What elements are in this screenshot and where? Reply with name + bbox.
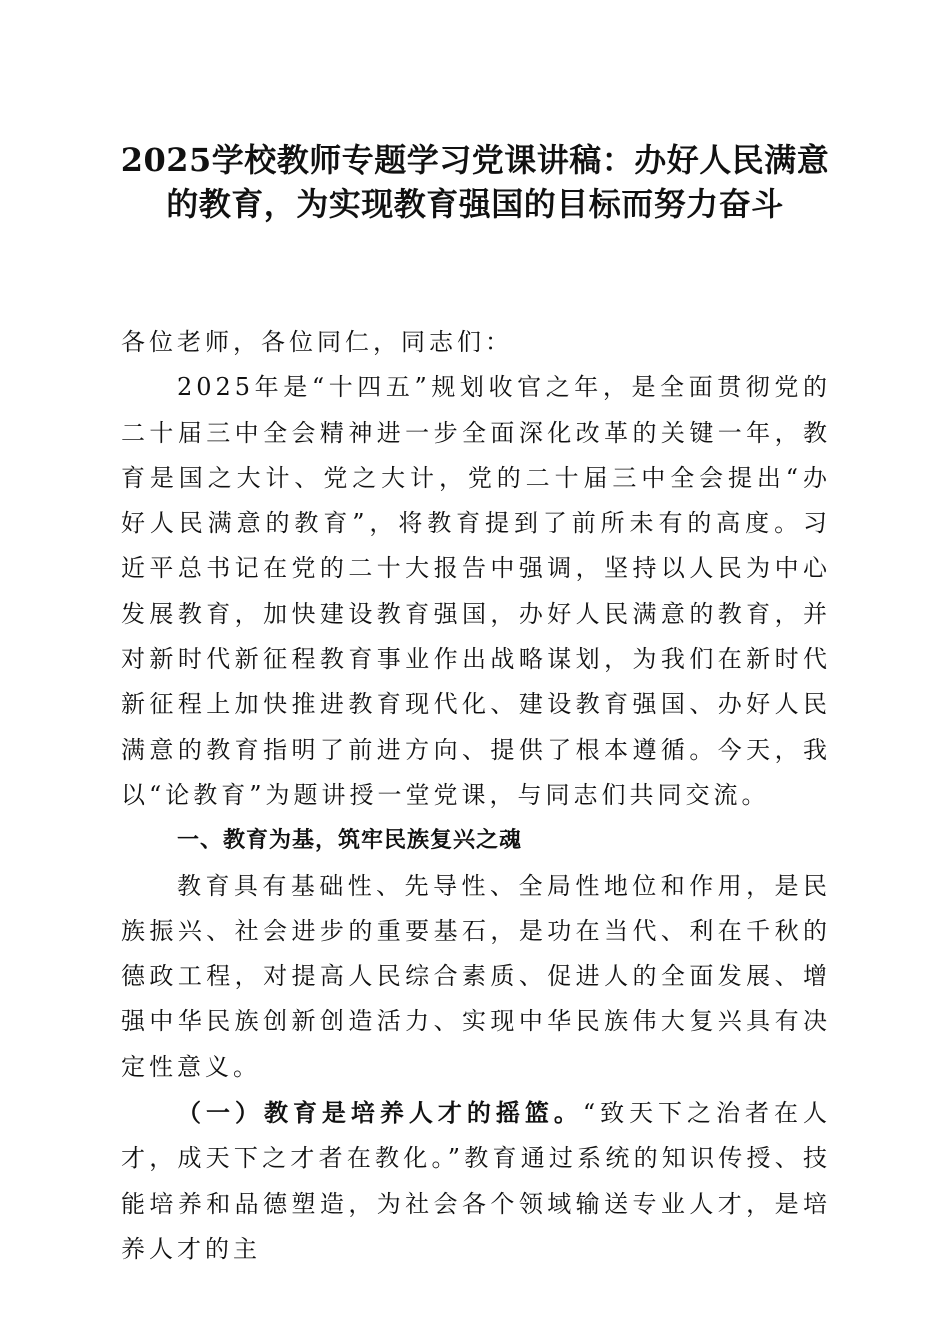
section-paragraph: 教育具有基础性、先导性、全局性地位和作用，是民族振兴、社会进步的重要基石，是功在当代、利在千秋的德政工程，对提高人民综合素质、促进人的全面发展、增强中华民族创新创造活力、实现中华民族伟大复兴具有决定性意义。	[121, 871, 831, 1081]
document-title: 2025学校教师专题学习党课讲稿：办好人民满意的教育，为实现教育强国的目标而努力奋斗	[120, 141, 830, 223]
subsection-lead: （一）教育是培养人才的摇篮。	[177, 1098, 583, 1128]
subsection-text: “致天下之治者在人才，成天下之才者在教化。”教育通过系统的知识传授、技能培养和品德塑造，为社会各个领域输送专业人才，是培养人才的主	[121, 1099, 831, 1263]
salutation: 各位老师，各位同仁，同志们：	[121, 328, 513, 356]
section-heading: 一、教育为基，筑牢民族复兴之魂	[177, 828, 523, 854]
subsection-paragraph	[121, 1090, 831, 1272]
document-body	[121, 320, 831, 1272]
intro-paragraph: 2025年是“十四五”规划收官之年，是全面贯彻党的二十届三中全会精神进一步全面深化改革的关键一年，教育是国之大计、党之大计，党的二十届三中全会提出“办好人民满意的教育”，将教育提到了前所未有的高度。习近平总书记在党的二十大报告中强调，坚持以人民为中心发展教育，加快建设教育强国，办好人民满意的教育，并对新时代新征程教育事业作出战略谋划，为我们在新时代新征程上加快推进教育现代化、建设教育强国、办好人民满意的教育指明了前进方向、提供了根本遵循。今天，我以“论教育”为题讲授一堂党课，与同志们共同交流。	[121, 373, 831, 809]
